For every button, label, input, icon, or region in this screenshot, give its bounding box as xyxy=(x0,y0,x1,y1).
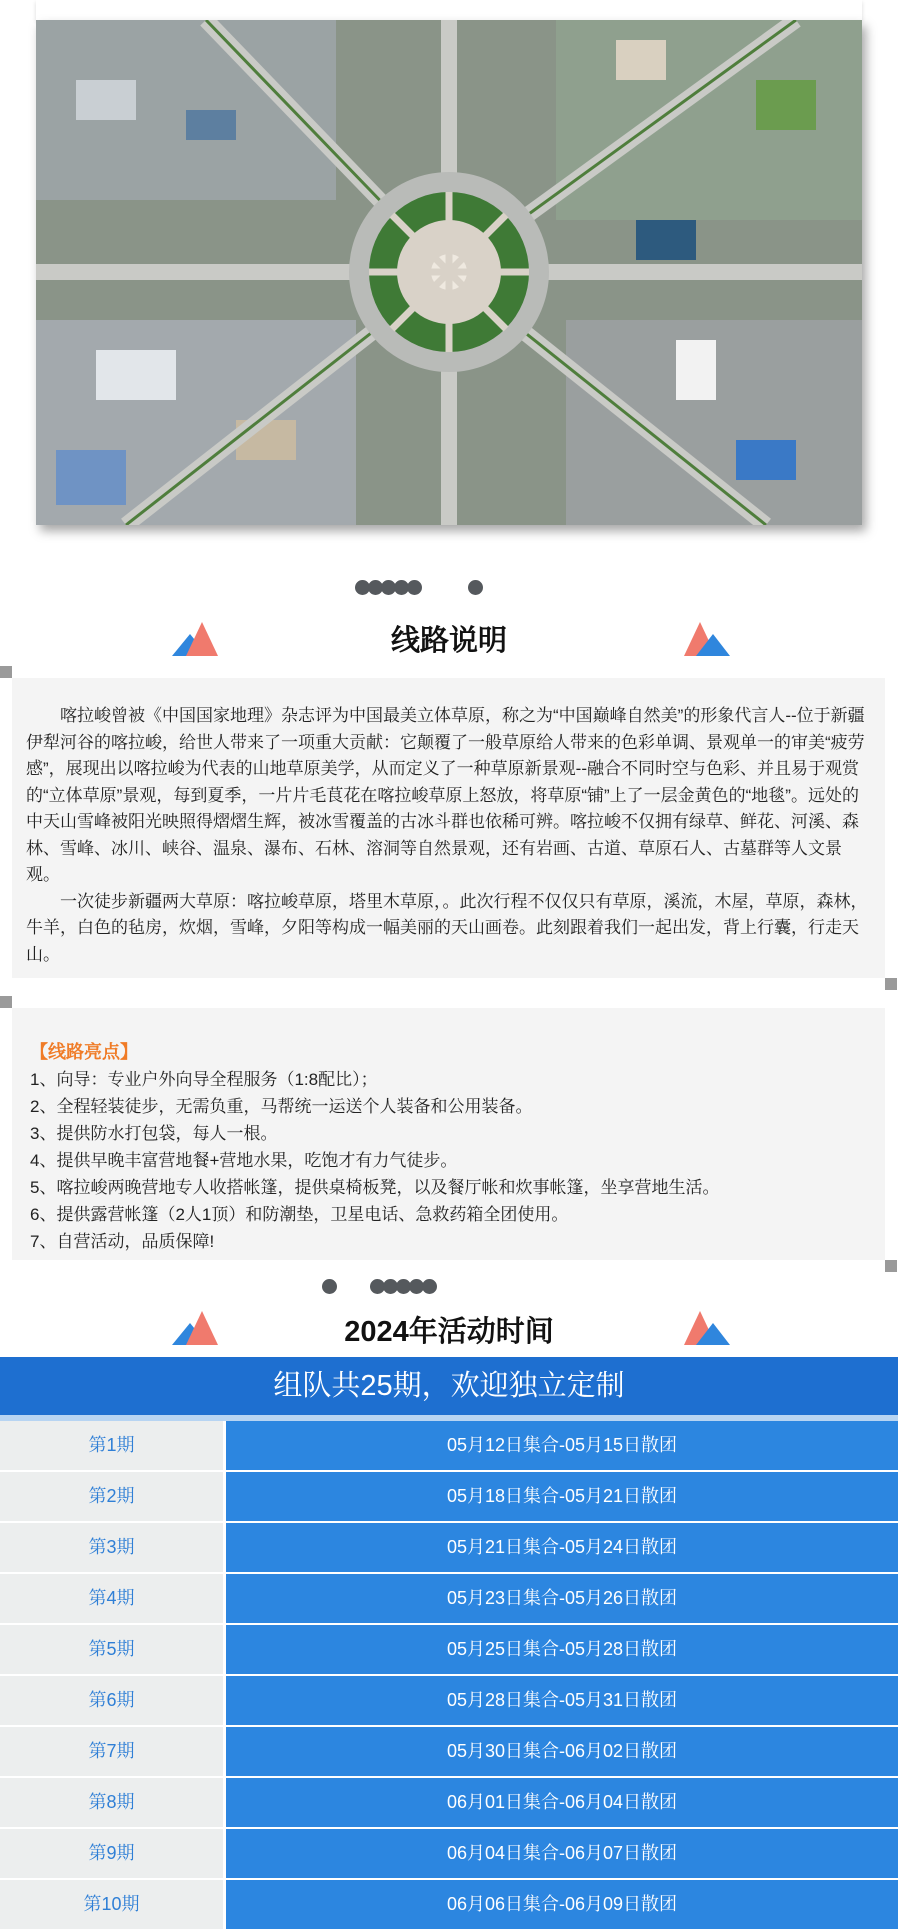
corner-decoration xyxy=(0,666,12,678)
table-row xyxy=(0,1778,898,1829)
highlight-item: 7、自营活动，品质保障! xyxy=(30,1232,215,1251)
dates-cell: 06月04日集合-06月07日散团 xyxy=(223,1829,898,1878)
dates-cell: 05月12日集合-05月15日散团 xyxy=(223,1421,898,1470)
dates-cell: 05月25日集合-05月28日散团 xyxy=(223,1625,898,1674)
dates-cell: 05月23日集合-05月26日散团 xyxy=(223,1574,898,1623)
period-cell: 第4期 xyxy=(0,1574,223,1623)
route-paragraph-2: 一次徒步新疆两大草原：喀拉峻草原，塔里木草原，。此次行程不仅仅只有草原，溪流，木屋，草原，森林，牛羊，白色的毡房，炊烟，雪峰，夕阳等构成一幅美丽的天山画卷。此刻跟着我们一起出发，背上行囊，行走天山。 xyxy=(26,891,868,964)
highlight-item: 2、全程轻装徒步，无需负重，马帮统一运送个人装备和公用装备。 xyxy=(30,1097,533,1116)
period-cell: 第8期 xyxy=(0,1778,223,1827)
aerial-roundabout-photo xyxy=(36,20,862,525)
highlight-item: 4、提供早晚丰富营地餐+营地水果，吃饱才有力气徒步。 xyxy=(30,1151,458,1170)
highlight-item: 3、提供防水打包袋，每人一根。 xyxy=(30,1124,278,1143)
dates-cell: 06月06日集合-06月09日散团 xyxy=(223,1880,898,1929)
highlights-panel xyxy=(12,1008,885,1260)
route-description-panel xyxy=(12,678,885,978)
route-section-header xyxy=(0,580,898,690)
corner-decoration xyxy=(885,978,897,990)
table-row xyxy=(0,1676,898,1727)
schedule-table-header: 组队共25期，欢迎独立定制 xyxy=(0,1357,898,1421)
period-cell: 第6期 xyxy=(0,1676,223,1725)
period-cell: 第2期 xyxy=(0,1472,223,1521)
table-row xyxy=(0,1727,898,1778)
route-section-title: 线路说明 xyxy=(390,625,507,657)
table-row xyxy=(0,1523,898,1574)
schedule-section-title: 2024年活动时间 xyxy=(344,1316,554,1348)
period-cell: 第7期 xyxy=(0,1727,223,1776)
period-cell: 第9期 xyxy=(0,1829,223,1878)
table-row xyxy=(0,1829,898,1880)
period-cell: 第5期 xyxy=(0,1625,223,1674)
period-cell: 第3期 xyxy=(0,1523,223,1572)
table-row xyxy=(0,1625,898,1676)
corner-decoration xyxy=(0,996,12,1008)
highlights-title: 【线路亮点】 xyxy=(30,1042,138,1062)
schedule-table xyxy=(0,1357,898,1931)
dates-cell: 05月21日集合-05月24日散团 xyxy=(223,1523,898,1572)
period-cell: 第1期 xyxy=(0,1421,223,1470)
highlight-item: 1、向导：专业户外向导全程服务（1:8配比）； xyxy=(30,1070,378,1089)
decorative-dots-bottom xyxy=(322,1279,462,1295)
table-row xyxy=(0,1472,898,1523)
table-row xyxy=(0,1574,898,1625)
top-strip xyxy=(36,0,862,20)
dates-cell: 05月28日集合-05月31日散团 xyxy=(223,1676,898,1725)
table-row xyxy=(0,1880,898,1931)
dates-cell: 06月01日集合-06月04日散团 xyxy=(223,1778,898,1827)
decorative-dots-top xyxy=(355,580,495,596)
table-row xyxy=(0,1421,898,1472)
highlight-item: 5、喀拉峻两晚营地专人收搭帐篷，提供桌椅板凳，以及餐厅帐和炊事帐篷，坐享营地生活。 xyxy=(30,1178,720,1197)
period-cell: 第10期 xyxy=(0,1880,223,1929)
highlight-item: 6、提供露营帐篷（2人1顶）和防潮垫，卫星电话、急救药箱全团使用。 xyxy=(30,1205,569,1224)
dates-cell: 05月30日集合-06月02日散团 xyxy=(223,1727,898,1776)
route-paragraph-1: 喀拉峻曾被《中国国家地理》杂志评为中国最美立体草原，称之为“中国巅峰自然美”的形象代言人--位于新疆伊犁河谷的喀拉峻，给世人带来了一项重大贡献：它颠覆了一般草原给人带来的色彩单调、景观单一的审美“疲劳感”，展现出以喀拉峻为代表的山地草原美学，从而定义了一种草原新景观--融合不同时空与色彩、并且易于观赏的“立体草原”景观，每到夏季，一片片毛茛花在喀拉峻草原上怒放，将草原“铺”上了一层金黄色的“地毯”。远处的中天山雪峰被阳光映照得熠熠生辉，被冰雪覆盖的古冰斗群也依稀可辨。喀拉峻不仅拥有绿草、鲜花、河溪、森林、雪峰、冰川、峡谷、温泉、瀑布、石林、溶洞等自然景观，还有岩画、古道、草原石人、古墓群等人文景观。 xyxy=(26,706,865,884)
dates-cell: 05月18日集合-05月21日散团 xyxy=(223,1472,898,1521)
corner-decoration xyxy=(885,1260,897,1272)
